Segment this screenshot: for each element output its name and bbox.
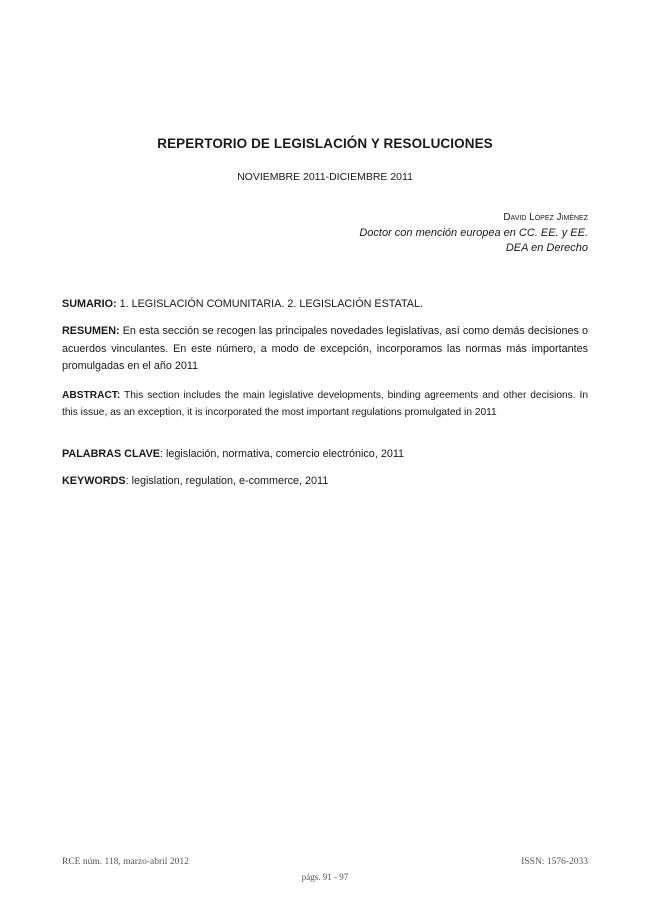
palabras-clave-label: PALABRAS CLAVE	[62, 448, 160, 460]
palabras-clave-text: : legislación, normativa, comercio electrónico, 2011	[159, 448, 405, 460]
abstract-text: This section includes the main legislative developments, binding agreements and other decisions. In this issue, as an exception, it is incorporated the most important regulations promulgated in 2011	[62, 390, 588, 418]
page-title: REPERTORIO DE LEGISLACIÓN Y RESOLUCIONES	[157, 136, 493, 151]
resumen-paragraph	[62, 323, 588, 376]
palabras-clave-paragraph	[62, 446, 588, 464]
sumario-label: SUMARIO:	[62, 298, 117, 310]
sumario-text: 1. LEGISLACIÓN COMUNITARIA. 2. LEGISLACIÓN ESTATAL.	[116, 298, 423, 310]
author-affiliation-2: DEA en Derecho	[505, 242, 588, 254]
keywords-text: : legislation, regulation, e-commerce, 2011	[125, 475, 329, 487]
footer-pages: págs. 91 - 97	[301, 872, 349, 882]
resumen-text: En esta sección se recogen las principales novedades legislativas, así como demás decisiones o acuerdos vinculantes. En este número, a modo de excepción, incorporamos las normas más importantes promulgadas en el año 2011	[62, 325, 588, 372]
keywords-paragraph	[62, 473, 588, 491]
sumario-paragraph	[62, 296, 588, 314]
abstract-label: ABSTRACT:	[62, 390, 121, 401]
author-name: David López Jiménez	[503, 212, 588, 223]
author-affiliation-1: Doctor con mención europea en CC. EE. y EE.	[359, 226, 588, 239]
footer-journal: RCE núm. 118, marzo-abril 2012	[62, 857, 189, 867]
resumen-label: RESUMEN:	[62, 325, 120, 337]
period-subtitle: NOVIEMBRE 2011-DICIEMBRE 2011	[237, 171, 413, 183]
footer-issn: ISSN: 1576-2033	[521, 857, 588, 867]
keywords-label: KEYWORDS	[62, 475, 126, 487]
abstract-paragraph	[62, 388, 588, 421]
author-block	[359, 210, 588, 257]
